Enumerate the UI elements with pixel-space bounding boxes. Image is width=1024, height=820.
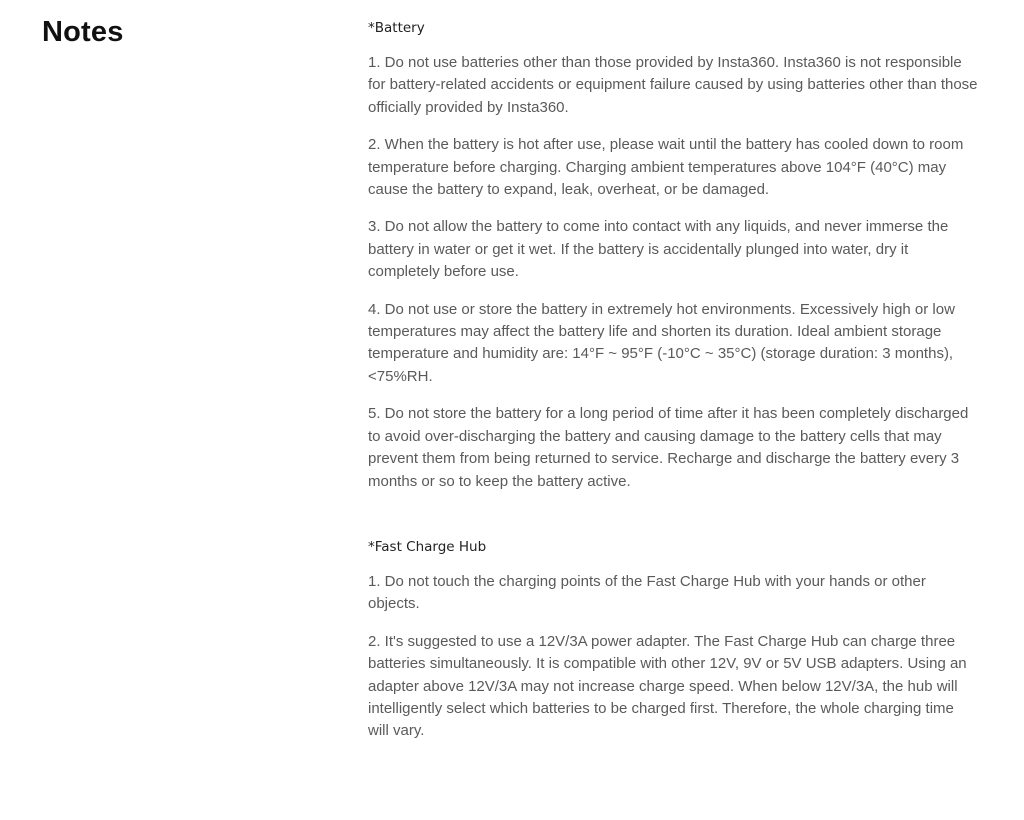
hub-note-1: 1. Do not touch the charging points of the Fast Charge Hub with your hands or other objects. <box>368 572 926 613</box>
fast-charge-hub-section-title: *Fast Charge Hub <box>368 538 487 555</box>
hub-note-2: 2. It's suggested to use a 12V/3A power adapter. The Fast Charge Hub can charge three batteries simultaneously. It is compatible with other 12V, 9V or 5V USB adapters. Using an adapter above 12V/3A may not increase charge speed. When below 12V/3A, the hub will intelligently select which batteries to be charged first. Therefore, the whole charging time will vary. <box>368 632 967 740</box>
notes-content <box>368 18 978 758</box>
page-title: Notes <box>42 16 124 48</box>
battery-note-1: 1. Do not use batteries other than those provided by Insta360. Insta360 is not responsible for battery-related accidents or equipment failure caused by using batteries other than those officially provided by Insta360. <box>368 54 978 116</box>
battery-note-3: 3. Do not allow the battery to come into contact with any liquids, and never immerse the battery in water or get it wet. If the battery is accidentally plunged into water, dry it completely before use. <box>368 218 949 281</box>
battery-note-2: 2. When the battery is hot after use, please wait until the battery has cooled down to room temperature before charging. Charging ambient temperatures above 104°F (40°C) may cause the battery to expand, leak, overheat, or be damaged. <box>368 136 964 199</box>
battery-section <box>368 18 978 493</box>
fast-charge-hub-section <box>368 537 978 743</box>
battery-section-title: *Battery <box>368 20 425 36</box>
battery-note-5: 5. Do not store the battery for a long period of time after it has been completely discharged to avoid over-discharging the battery and causing damage to the battery cells that may prevent them from being returned to service. Recharge and discharge the battery every 3 months or so to keep the battery active. <box>368 405 969 490</box>
battery-note-4: 4. Do not use or store the battery in extremely hot environments. Excessively high or low temperatures may affect the battery life and shorten its duration. Ideal ambient storage temperature and humidity are: 14°F ~ 95°F (-10°C ~ 35°C) (storage duration: 3 months), <75%RH. <box>368 300 955 385</box>
